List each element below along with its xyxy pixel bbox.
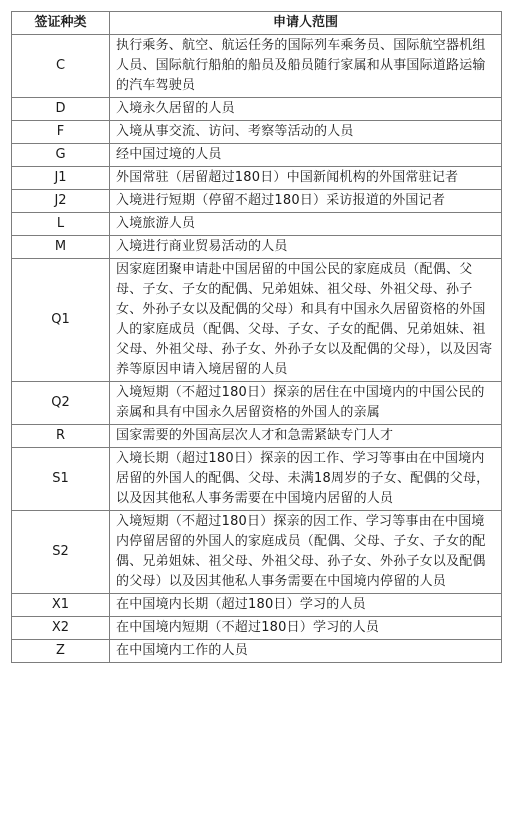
visa-type-cell: M [12,236,110,259]
applicant-scope-cell: 执行乘务、航空、航运任务的国际列车乘务员、国际航空器机组人员、国际航行船舶的船员及船员随行家属和从事国际道路运输的汽车驾驶员 [110,35,502,98]
applicant-scope-cell: 经中国过境的人员 [110,144,502,167]
visa-type-cell: R [12,425,110,448]
visa-type-cell: J1 [12,167,110,190]
visa-type-cell: Q1 [12,259,110,382]
visa-type-cell: D [12,98,110,121]
table-row [12,617,502,640]
applicant-scope-cell: 在中国境内工作的人员 [110,640,502,663]
header-applicant-scope: 申请人范围 [110,12,502,35]
applicant-scope-cell: 在中国境内短期（不超过180日）学习的人员 [110,617,502,640]
table-row [12,511,502,594]
table-row [12,121,502,144]
table-row [12,98,502,121]
applicant-scope-cell: 入境长期（超过180日）探亲的因工作、学习等事由在中国境内居留的外国人的配偶、父母、未满18周岁的子女、配偶的父母，以及因其他私人事务需要在中国境内居留的人员 [110,448,502,511]
applicant-scope-cell: 入境短期（不超过180日）探亲的因工作、学习等事由在中国境内停留居留的外国人的家庭成员（配偶、父母、子女、子女的配偶、兄弟姐妹、祖父母、外祖父母、孙子女、外孙子女以及配偶的父母）以及因其他私人事务需要在中国境内停留的人员 [110,511,502,594]
table-row [12,35,502,98]
visa-type-cell: J2 [12,190,110,213]
applicant-scope-cell: 入境进行短期（停留不超过180日）采访报道的外国记者 [110,190,502,213]
visa-table-container [11,11,502,663]
applicant-scope-cell: 外国常驻（居留超过180日）中国新闻机构的外国常驻记者 [110,167,502,190]
header-visa-type: 签证种类 [12,12,110,35]
table-row [12,425,502,448]
visa-table [11,11,502,663]
table-row [12,448,502,511]
applicant-scope-cell: 在中国境内长期（超过180日）学习的人员 [110,594,502,617]
table-row [12,167,502,190]
visa-type-cell: X1 [12,594,110,617]
applicant-scope-cell: 入境短期（不超过180日）探亲的居住在中国境内的中国公民的亲属和具有中国永久居留资格的外国人的亲属 [110,382,502,425]
applicant-scope-cell: 入境进行商业贸易活动的人员 [110,236,502,259]
visa-type-cell: Q2 [12,382,110,425]
visa-type-cell: G [12,144,110,167]
table-body [12,35,502,663]
table-row [12,236,502,259]
applicant-scope-cell: 入境永久居留的人员 [110,98,502,121]
table-row [12,259,502,382]
visa-type-cell: X2 [12,617,110,640]
table-row [12,144,502,167]
table-header-row [12,12,502,35]
applicant-scope-cell: 国家需要的外国高层次人才和急需紧缺专门人才 [110,425,502,448]
visa-type-cell: F [12,121,110,144]
table-row [12,190,502,213]
table-row [12,382,502,425]
table-row [12,640,502,663]
table-row [12,213,502,236]
applicant-scope-cell: 入境旅游人员 [110,213,502,236]
visa-type-cell: C [12,35,110,98]
visa-type-cell: L [12,213,110,236]
visa-type-cell: S2 [12,511,110,594]
visa-type-cell: S1 [12,448,110,511]
applicant-scope-cell: 入境从事交流、访问、考察等活动的人员 [110,121,502,144]
applicant-scope-cell: 因家庭团聚申请赴中国居留的中国公民的家庭成员（配偶、父母、子女、子女的配偶、兄弟姐妹、祖父母、外祖父母、孙子女、外孙子女以及配偶的父母）和具有中国永久居留资格的外国人的家庭成员（配偶、父母、子女、子女的配偶、兄弟姐妹、祖父母、外祖父母、孙子女、外孙子女以及配偶的父母），以及因寄养等原因申请入境居留的人员 [110,259,502,382]
visa-type-cell: Z [12,640,110,663]
table-row [12,594,502,617]
